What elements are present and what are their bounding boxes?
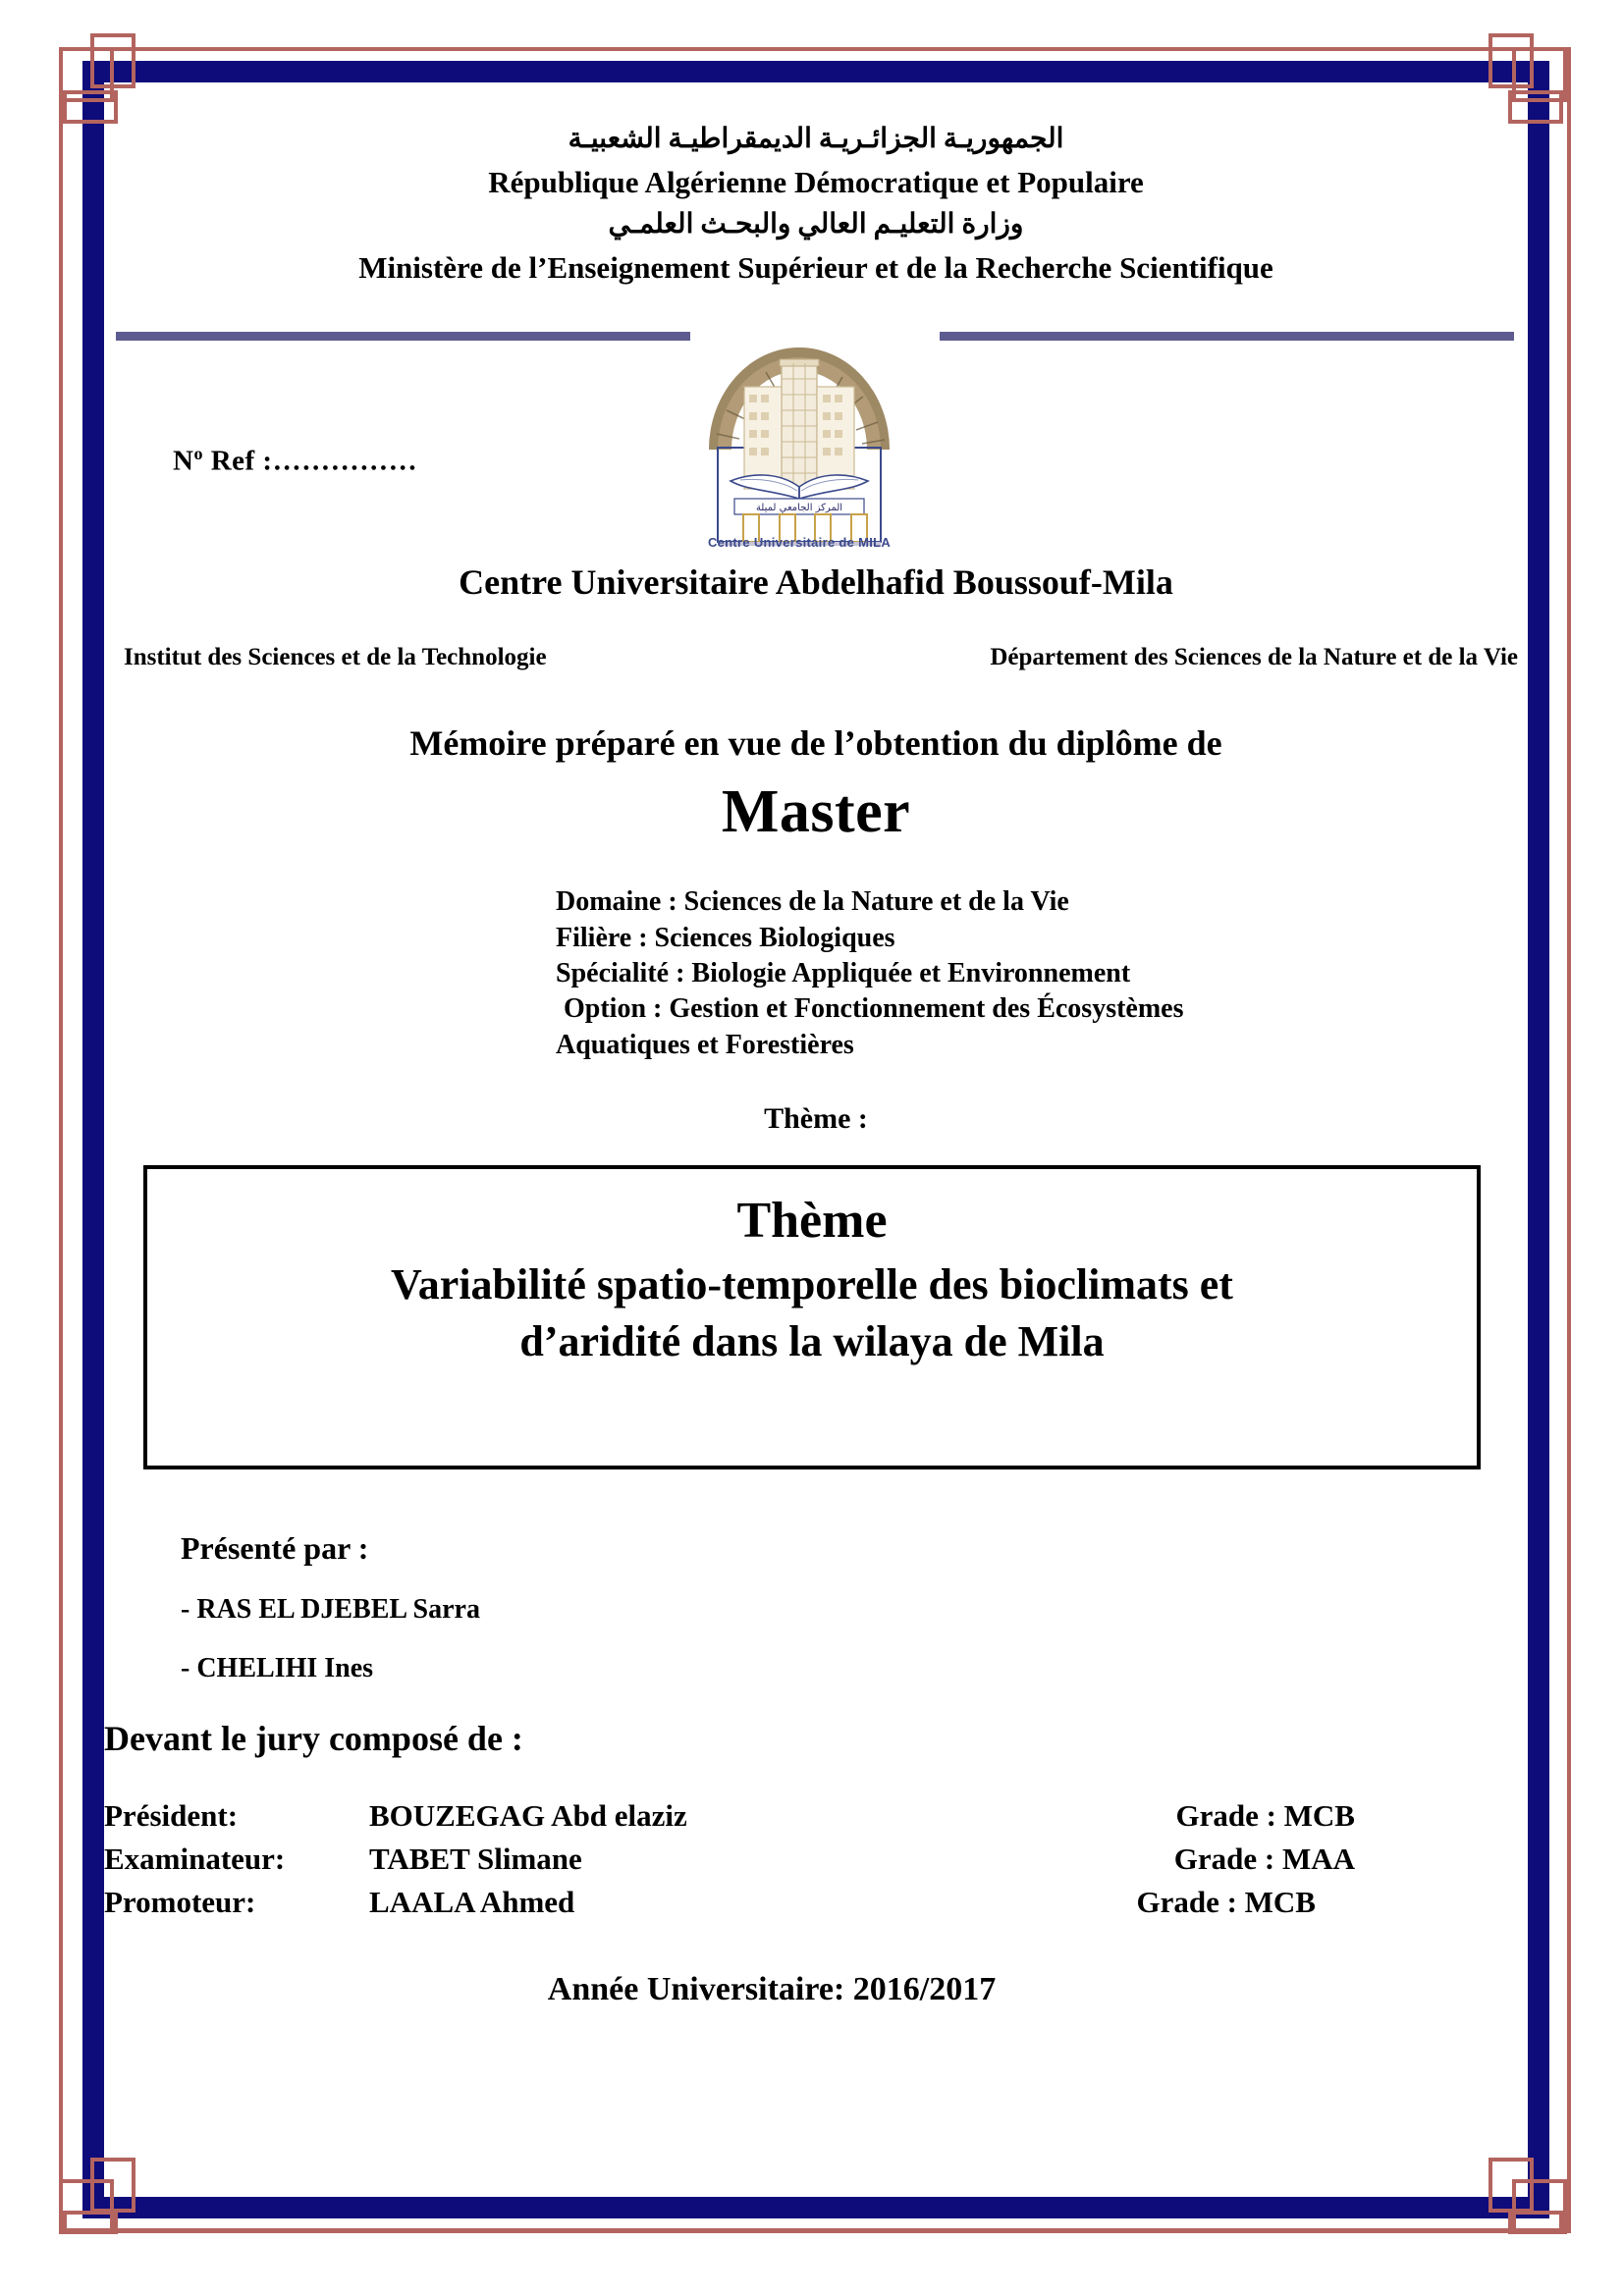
jury-heading: Devant le jury composé de :: [104, 1719, 523, 1759]
header-divider-left-segment: [116, 332, 690, 341]
reference-superscript: o: [193, 444, 203, 463]
svg-text:المركز الجامعي لميلة: المركز الجامعي لميلة: [755, 503, 843, 514]
corner-ornament-bottom-right-lower: [1508, 2211, 1563, 2234]
reference-number: [173, 444, 417, 478]
frame-rose-rule-bottom: [59, 2228, 1571, 2233]
frame-rose-rule-right: [1567, 47, 1571, 2233]
corner-ornament-top-right-upper: [1489, 33, 1534, 88]
jury-name-promoteur: LAALA Ahmed: [369, 1885, 575, 1920]
jury-role-president: Président:: [104, 1798, 239, 1834]
jury-row-president: [104, 1794, 1410, 1838]
theme-box: [143, 1165, 1481, 1469]
degree-intro-text: Mémoire préparé en vue de l’obtention du diplôme de: [409, 723, 1222, 764]
program-option-line-2: Aquatiques et Forestières: [556, 1029, 854, 1060]
university-logo: [689, 302, 909, 551]
authors-label: Présenté par :: [181, 1530, 369, 1567]
ministry-name-french: Ministère de l’Enseignement Supérieur et de la Recherche Scientifique: [358, 249, 1273, 285]
jury-grade-examinateur: Grade : MAA: [1173, 1842, 1355, 1877]
jury-name-examinateur: TABET Slimane: [369, 1842, 582, 1877]
jury-grade-promoteur: Grade : MCB: [1136, 1885, 1316, 1920]
program-domaine: Domaine : Sciences de la Nature et de la Vie: [556, 886, 1069, 918]
program-specialite: Spécialité : Biologie Appliquée et Environnement: [556, 957, 1131, 988]
cover-page-content: [104, 82, 1528, 2197]
program-details-block: [104, 884, 1528, 1063]
corner-ornament-top-left-upper: [90, 33, 135, 88]
jury-grade-president: Grade : MCB: [1175, 1798, 1355, 1834]
frame-navy-rule-top: [82, 61, 1549, 82]
theme-title-line-2: d’aridité dans la wilaya de Mila: [519, 1316, 1105, 1365]
program-option-line-1: Option : Gestion et Fonctionnement des Écosystèmes: [564, 993, 1184, 1025]
frame-navy-rule-left: [82, 61, 104, 2218]
header-divider-right-segment: [940, 332, 1514, 341]
theme-box-title: Thème: [736, 1193, 888, 1250]
jury-table: [104, 1794, 1410, 1924]
institute-name: Institut des Sciences et de la Technologie: [124, 644, 547, 671]
jury-role-promoteur: Promoteur:: [104, 1885, 256, 1920]
frame-navy-rule-right: [1528, 61, 1549, 2218]
ministry-header-block: [104, 120, 1528, 291]
theme-label: Thème :: [764, 1102, 868, 1136]
ministry-name-arabic: وزارة التعليـم العالي والبحـث العلمـي: [608, 209, 1024, 240]
department-name: Département des Sciences de la Nature et de la Vie: [990, 644, 1518, 671]
jury-row-examinateur: [104, 1838, 1410, 1881]
institute-department-row: [104, 644, 1528, 671]
university-name: Centre Universitaire Abdelhafid Boussouf-Mila: [459, 562, 1173, 603]
frame-rose-rule-top: [59, 47, 1571, 51]
author-name-1: - RAS EL DJEBEL Sarra: [181, 1594, 480, 1626]
jury-row-promoteur: [104, 1881, 1410, 1924]
university-logo-caption: Centre Universitaire de MILA: [707, 535, 892, 551]
country-name-arabic: الجمهوريـة الجزائـريـة الديمقراطيـة الشعبيـة: [568, 124, 1064, 154]
academic-year: Année Universitaire: 2016/2017: [547, 1971, 997, 2008]
frame-navy-rule-bottom: [82, 2197, 1549, 2218]
jury-name-president: BOUZEGAG Abd elaziz: [369, 1798, 687, 1834]
reference-value: Ref :……………: [202, 445, 418, 477]
jury-role-examinateur: Examinateur:: [104, 1842, 286, 1877]
corner-ornament-bottom-left-lower: [63, 2211, 118, 2234]
author-name-2: - CHELIHI Ines: [181, 1653, 374, 1684]
program-filiere: Filière : Sciences Biologiques: [556, 922, 895, 953]
frame-rose-rule-left: [59, 47, 63, 2233]
theme-title-line-1: Variabilité spatio-temporelle des bioclimats et: [391, 1260, 1233, 1309]
country-name-french: République Algérienne Démocratique et Populaire: [488, 164, 1144, 199]
reference-label: N: [173, 445, 194, 477]
degree-name: Master: [721, 778, 911, 846]
